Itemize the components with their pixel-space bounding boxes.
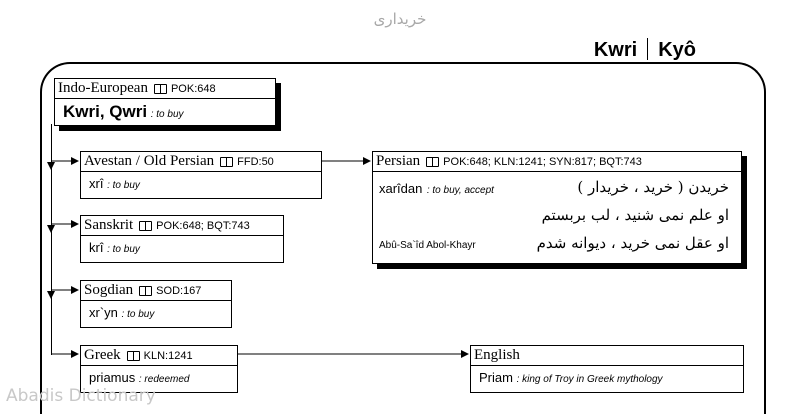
greek-language: Greek	[84, 347, 121, 363]
persian-ref-text: POK:648; KLN:1241; SYN:817; BQT:743	[443, 155, 642, 168]
header-left: Kwri	[593, 39, 638, 61]
sanskrit-card-body	[81, 236, 283, 255]
sogdian-language: Sogdian	[84, 282, 134, 298]
persian-latin-entry	[379, 180, 494, 198]
english-gloss: : king of Troy in Greek mythology	[516, 374, 663, 385]
avestan-gloss: : to buy	[107, 180, 140, 191]
root-ref-text: POK:648	[170, 82, 216, 95]
root-language: Indo-European	[58, 80, 148, 96]
poet-name: Abû-Sa`îd Abol-Khayr	[379, 240, 476, 251]
greek-word: priamus	[89, 370, 136, 385]
page-title: خریداری	[373, 10, 427, 28]
avestan-language: Avestan / Old Persian	[84, 153, 215, 169]
english-language: English	[474, 347, 520, 363]
watermark: Abadis Dictionary	[6, 386, 156, 406]
avestan-ref	[220, 156, 274, 168]
book-icon	[220, 157, 233, 167]
root-card	[54, 78, 276, 126]
english-word: Priam	[479, 370, 513, 385]
book-icon	[127, 351, 140, 361]
persian-card	[372, 151, 742, 264]
sogdian-ref	[139, 285, 201, 297]
sogdian-card-header	[81, 281, 231, 301]
trunk-arrow-1	[47, 162, 55, 170]
book-icon	[426, 157, 439, 167]
poem-line-2: او عقل نمی خرید ، دیوانه شدم	[536, 234, 729, 252]
avestan-card	[80, 151, 322, 199]
greek-ref-text: KLN:1241	[143, 349, 193, 362]
root-gloss: : to buy	[150, 109, 184, 120]
greek-card-header	[81, 346, 237, 366]
sogdian-card-body	[81, 301, 231, 320]
greek-ref	[127, 350, 193, 362]
english-card	[470, 345, 744, 393]
poem-line-1: او علم نمی شنید ، لب بربستم	[541, 206, 729, 224]
avestan-card-header	[81, 152, 321, 172]
sogdian-word: xr`yn	[89, 305, 118, 320]
sanskrit-language: Sanskrit	[84, 217, 134, 233]
book-icon	[139, 286, 152, 296]
sanskrit-card-header	[81, 216, 283, 236]
avestan-word: xrî	[89, 176, 104, 191]
persian-native-word: خریدن ( خرید ، خریدار )	[577, 178, 729, 196]
header-right: Kyô	[658, 39, 696, 61]
persian-word: xarîdan	[379, 181, 423, 196]
trunk-arrow-3	[47, 291, 55, 299]
persian-card-body	[373, 172, 741, 264]
avestan-card-body	[81, 172, 321, 191]
avestan-ref-text: FFD:50	[237, 155, 274, 168]
root-card-header	[55, 79, 275, 99]
english-card-body	[471, 366, 743, 385]
book-icon	[154, 84, 167, 94]
english-card-header	[471, 346, 743, 366]
sogdian-ref-text: SOD:167	[156, 284, 202, 297]
sanskrit-word: krî	[89, 240, 104, 255]
trunk-arrow-2	[47, 225, 55, 233]
sogdian-card	[80, 280, 232, 328]
root-word: Kwri, Qwri	[63, 102, 148, 121]
greek-gloss: : redeemed	[138, 374, 190, 385]
root-ref	[154, 83, 216, 95]
root-card-body	[55, 99, 275, 122]
sanskrit-ref-text: POK:648; BQT:743	[156, 219, 250, 232]
sanskrit-card	[80, 215, 284, 263]
book-icon	[139, 221, 152, 231]
persian-card-header	[373, 152, 741, 172]
sanskrit-ref	[139, 220, 250, 232]
sogdian-gloss: : to buy	[121, 309, 155, 320]
sanskrit-gloss: : to buy	[107, 244, 140, 255]
greek-card-body	[81, 366, 237, 385]
persian-gloss: : to buy, accept	[426, 185, 494, 196]
persian-ref	[426, 156, 642, 168]
persian-language: Persian	[376, 153, 421, 169]
